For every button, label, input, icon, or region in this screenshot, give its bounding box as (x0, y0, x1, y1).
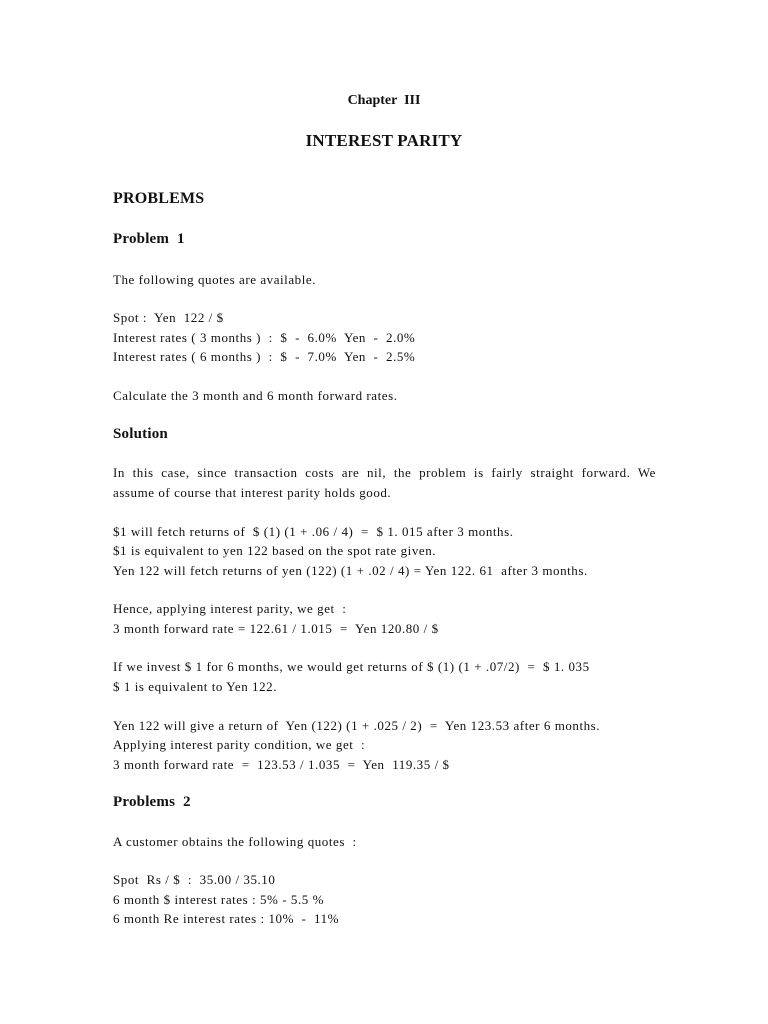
solution-line: Yen 122 will give a return of Yen (122) (1 + .025 / 2) = Yen 123.53 after 6 months. (113, 718, 601, 733)
solution-line: $ 1 is equivalent to Yen 122. (113, 679, 278, 694)
chapter-title: INTEREST PARITY (305, 131, 463, 150)
problem-1-spot: Spot : Yen 122 / $ (113, 310, 224, 325)
solution-paragraph-line-2: assume of course that interest parity holds good. (113, 485, 392, 500)
solution-line: $1 will fetch returns of $ (1) (1 + .06 / 4) = $ 1. 015 after 3 months. (113, 524, 514, 539)
problem-1-intro: The following quotes are available. (113, 272, 316, 287)
solution-line: Applying interest parity condition, we get : (113, 737, 366, 752)
section-heading: PROBLEMS (113, 190, 205, 207)
solution-heading: Solution (113, 426, 168, 442)
problem-2-line: A customer obtains the following quotes : (113, 834, 357, 849)
solution-line: $1 is equivalent to yen 122 based on the spot rate given. (113, 543, 437, 558)
problem-2-line: Spot Rs / $ : 35.00 / 35.10 (113, 872, 276, 887)
solution-line: If we invest $ 1 for 6 months, we would get returns of $ (1) (1 + .07/2) = $ 1. 035 (113, 659, 590, 674)
problem-2-heading: Problems 2 (113, 794, 191, 810)
solution-paragraph-line-1: In this case, since transaction costs are nil, the problem is fairly straight forward. We (113, 465, 656, 480)
solution-line: 3 month forward rate = 123.53 / 1.035 = Yen 119.35 / $ (113, 757, 450, 772)
problem-1-rates-3m: Interest rates ( 3 months ) : $ - 6.0% Yen - 2.0% (113, 330, 416, 345)
solution-line: 3 month forward rate = 122.61 / 1.015 = Yen 120.80 / $ (113, 621, 439, 636)
problem-1-heading: Problem 1 (113, 231, 185, 247)
problem-1-rates-6m: Interest rates ( 6 months ) : $ - 7.0% Yen - 2.5% (113, 349, 416, 364)
solution-line: Yen 122 will fetch returns of yen (122) (1 + .02 / 4) = Yen 122. 61 after 3 months. (113, 563, 588, 578)
problem-2-line: 6 month Re interest rates : 10% - 11% (113, 911, 340, 926)
solution-line: Hence, applying interest parity, we get : (113, 601, 347, 616)
problem-2-line: 6 month $ interest rates : 5% - 5.5 % (113, 892, 324, 907)
chapter-label: Chapter III (347, 93, 421, 108)
problem-1-question: Calculate the 3 month and 6 month forward rates. (113, 388, 398, 403)
